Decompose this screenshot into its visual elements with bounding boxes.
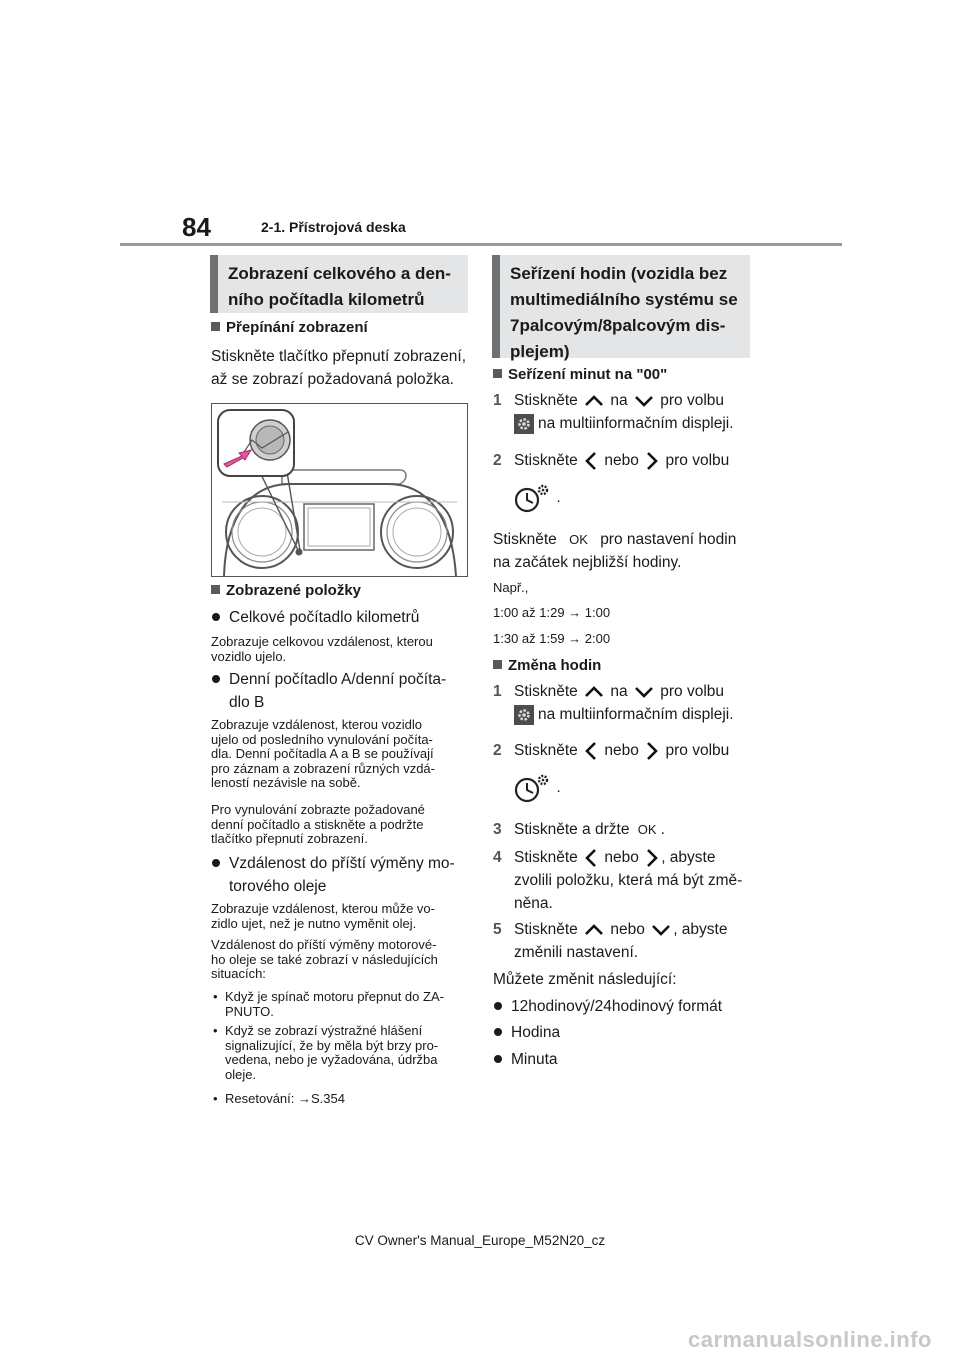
step-number: 1 bbox=[493, 392, 502, 409]
heading-line: 7palcovým/8palcovým dis- bbox=[510, 316, 726, 335]
step-number: 1 bbox=[493, 683, 502, 700]
text-line: změnili nastavení. bbox=[514, 944, 639, 961]
text: Stiskněte a držte bbox=[514, 821, 630, 838]
text: Stiskněte bbox=[514, 921, 578, 938]
subheading-displayed-items: Zobrazené položky bbox=[211, 582, 361, 599]
text: nebo bbox=[604, 742, 639, 759]
chevron-right-icon bbox=[643, 847, 661, 869]
text-line: Vzdálenost do příští výměny mo- bbox=[229, 855, 455, 872]
text: Stiskněte bbox=[514, 683, 578, 700]
clock-settings-icon bbox=[512, 482, 552, 514]
text: . bbox=[556, 489, 561, 507]
bullet-oil-change bbox=[211, 852, 455, 898]
chevron-down-icon bbox=[632, 685, 656, 699]
step-1-select-settings-change bbox=[493, 680, 774, 726]
step-number: 5 bbox=[493, 921, 502, 938]
bullet-hour: Hodina bbox=[493, 1021, 560, 1044]
bullet-odometer: Celkové počítadlo kilometrů bbox=[211, 606, 419, 629]
text-line: PNUTO. bbox=[225, 1003, 274, 1019]
desc-odometer bbox=[211, 635, 433, 664]
text: . bbox=[556, 779, 561, 797]
text: nebo bbox=[604, 849, 639, 866]
text: nebo bbox=[610, 921, 645, 938]
text-line: dlo B bbox=[229, 694, 265, 711]
text-line: až se zobrazí požadovaná položka. bbox=[211, 371, 454, 388]
text-line: vedena, nebo je vyžadována, údržba bbox=[225, 1052, 438, 1067]
list-item-warning-message bbox=[211, 1024, 438, 1082]
text: , abyste bbox=[661, 849, 716, 866]
text-line: oleje. bbox=[225, 1066, 257, 1082]
step-3-hold-ok bbox=[493, 818, 774, 841]
example-line-1: 1:00 až 1:29 → 1:00 bbox=[493, 605, 611, 620]
text: Stiskněte bbox=[514, 742, 578, 759]
box-heading-clock bbox=[492, 255, 750, 361]
clock-settings-symbol bbox=[512, 772, 561, 804]
text-line: vozidlo ujelo. bbox=[211, 648, 287, 664]
chevron-left-icon bbox=[582, 740, 600, 762]
chevron-up-icon bbox=[582, 923, 606, 937]
text-line: denní počítadlo a stiskněte a podržte bbox=[211, 816, 424, 832]
text: nebo bbox=[604, 452, 639, 469]
text-line: zidlo ujet, než je nutno vyměnit olej. bbox=[211, 915, 417, 931]
step-number: 3 bbox=[493, 821, 502, 838]
gear-icon bbox=[514, 414, 534, 434]
heading-line: multimediálního systému se bbox=[510, 290, 738, 309]
desc-oil-situations bbox=[211, 938, 438, 982]
text: Stiskněte bbox=[514, 849, 578, 866]
text-line: leností nezávisle na sobě. bbox=[211, 775, 361, 790]
chevron-left-icon bbox=[582, 450, 600, 472]
step-number: 2 bbox=[493, 452, 502, 469]
text-line: na začátek nejbližší hodiny. bbox=[493, 554, 682, 571]
text: . bbox=[660, 821, 665, 838]
list-item-engine-switch bbox=[211, 990, 444, 1019]
chevron-down-icon bbox=[632, 394, 656, 408]
section-title: 2-1. Přístrojová deska bbox=[261, 219, 406, 235]
chevron-up-icon bbox=[582, 394, 606, 408]
ok-button-icon: OK bbox=[569, 532, 588, 547]
text-line: zvolili položku, která má být změ- bbox=[514, 872, 743, 889]
gear-icon bbox=[514, 705, 534, 725]
text-line: Zobrazuje celkovou vzdálenost, kterou bbox=[211, 634, 433, 649]
text-line: ho oleje se také zobrazí v následujících bbox=[211, 951, 438, 967]
text-line: Denní počítadlo A/denní počíta- bbox=[229, 671, 447, 688]
text-line: ujelo od posledního vynulování počíta- bbox=[211, 731, 433, 747]
text-line: Vzdálenost do příští výměny motorové- bbox=[211, 937, 437, 952]
text: pro volbu bbox=[660, 392, 725, 409]
paragraph-can-change: Můžete změnit následující: bbox=[493, 971, 677, 988]
text: na bbox=[610, 392, 628, 409]
box-heading-odometer bbox=[210, 255, 468, 313]
heading-line: plejem) bbox=[510, 342, 570, 361]
text-line: Pro vynulování zobrazte požadované bbox=[211, 802, 425, 817]
step-number: 4 bbox=[493, 849, 502, 866]
step-2-select-clock bbox=[493, 449, 774, 472]
text: Stiskněte bbox=[514, 392, 578, 409]
text: , abyste bbox=[673, 921, 728, 938]
text-line: pro záznam a zobrazení různých vzdá- bbox=[211, 760, 435, 776]
text: na multiinformačním displeji. bbox=[538, 415, 734, 432]
text-line: signalizující, že by měla být brzy pro- bbox=[225, 1037, 439, 1053]
clock-settings-symbol bbox=[512, 482, 561, 514]
text-line: dla. Denní počítadla A a B se používají bbox=[211, 746, 434, 761]
text-line: situacích: bbox=[211, 966, 266, 981]
footer-manual-id: CV Owner's Manual_Europe_M52N20_cz bbox=[354, 1233, 606, 1248]
example-line-2: 1:30 až 1:59 → 2:00 bbox=[493, 631, 611, 646]
chevron-right-icon bbox=[643, 450, 661, 472]
text: pro volbu bbox=[665, 452, 730, 469]
subheading-switch-display: Přepínání zobrazení bbox=[211, 319, 368, 336]
page-number: 84 bbox=[182, 212, 211, 242]
text: Stiskněte bbox=[514, 452, 578, 469]
header-rule bbox=[120, 243, 842, 246]
step-4-select-item bbox=[493, 846, 774, 915]
text: pro nastavení hodin bbox=[600, 531, 737, 548]
text-line: • Když se zobrazí výstražné hlášení bbox=[225, 1023, 423, 1038]
desc-trip-reset bbox=[211, 803, 425, 847]
step-5-change-setting bbox=[493, 918, 774, 964]
step-2-select-clock-change bbox=[493, 739, 774, 762]
bullet-time-format: 12hodinový/24hodinový formát bbox=[493, 995, 722, 1018]
chevron-left-icon bbox=[582, 847, 600, 869]
chevron-up-icon bbox=[582, 685, 606, 699]
desc-oil-change bbox=[211, 902, 435, 931]
text: pro volbu bbox=[665, 742, 730, 759]
step-1-select-settings bbox=[493, 389, 774, 435]
step-number: 2 bbox=[493, 742, 502, 759]
list-item-reset-reference: • Resetování: →S.354 bbox=[211, 1092, 345, 1107]
text-line: Stiskněte tlačítko přepnutí zobrazení, bbox=[211, 348, 467, 365]
text-line: Zobrazuje vzdálenost, kterou může vo- bbox=[211, 901, 435, 916]
heading-line: Zobrazení celkového a den- bbox=[228, 264, 451, 283]
text-line: Zobrazuje vzdálenost, kterou vozidlo bbox=[211, 717, 423, 732]
subheading-minutes-00: Seřízení minut na "00" bbox=[493, 366, 667, 383]
text-line: něna. bbox=[514, 895, 553, 912]
bullet-trip-meter bbox=[211, 668, 446, 714]
text: na bbox=[610, 683, 628, 700]
text: pro volbu bbox=[660, 683, 725, 700]
subheading-change-clock: Změna hodin bbox=[493, 657, 601, 674]
paragraph-ok-round bbox=[493, 528, 736, 574]
bullet-minute: Minuta bbox=[493, 1048, 558, 1071]
clock-settings-icon bbox=[512, 772, 552, 804]
text-line: torového oleje bbox=[229, 878, 327, 895]
watermark: carmanualsonline.info bbox=[688, 1327, 932, 1352]
chevron-right-icon bbox=[643, 740, 661, 762]
heading-line: ního počítadla kilometrů bbox=[228, 290, 425, 309]
instrument-cluster-figure bbox=[211, 403, 468, 577]
desc-trip-meter bbox=[211, 718, 435, 791]
chevron-down-icon bbox=[649, 923, 673, 937]
paragraph-switch bbox=[211, 345, 466, 391]
ok-button-icon: OK bbox=[637, 822, 657, 837]
text: Stiskněte bbox=[493, 531, 557, 548]
heading-line: Seřízení hodin (vozidla bez bbox=[510, 264, 728, 283]
example-label: Např., bbox=[493, 580, 529, 595]
text-line: • Když je spínač motoru přepnut do ZA- bbox=[225, 989, 444, 1004]
cluster-illustration bbox=[212, 404, 467, 576]
text: na multiinformačním displeji. bbox=[538, 706, 734, 723]
text-line: tlačítko přepnutí zobrazení. bbox=[211, 831, 368, 846]
